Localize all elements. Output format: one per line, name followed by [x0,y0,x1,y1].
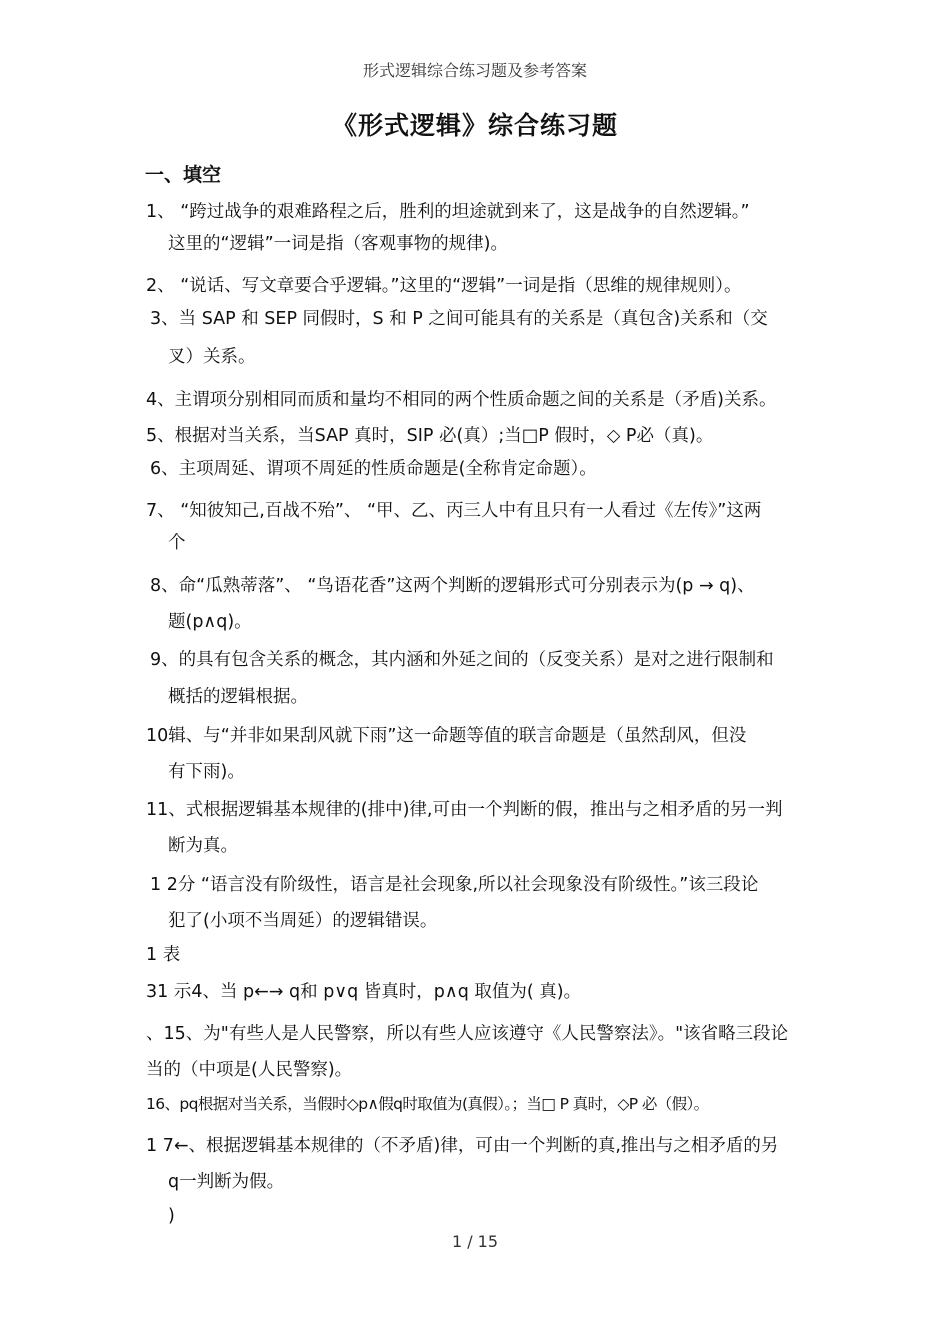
question-line: 31 示4、当 p←→ q和 p∨q 皆真时，p∧q 取值为( 真)。 [146,982,582,1002]
question-line: 1、 “跨过战争的艰难路程之后，胜利的坦途就到来了，这是战争的自然逻辑。” [146,202,750,222]
question-line: 5、根据对当关系，当SAP 真时，SIP 必(真）;当□P 假时，◇ P必（真)。 [146,426,714,446]
document-title: 《形式逻辑》综合练习题 [331,111,618,140]
question-line: 8、命“瓜熟蒂落”、 “鸟语花香”这两个判断的逻辑形式可分别表示为(p → q)、 [150,576,755,596]
section-heading: 一、填空 [145,164,222,186]
question-line: 4、主谓项分别相同而质和量均不相同的两个性质命题之间的关系是（矛盾)关系。 [146,390,777,410]
question-line: 个 [168,533,186,553]
question-line: 犯了(小项不当周延）的逻辑错误。 [168,911,438,931]
page-number: 1 / 15 [451,1232,499,1251]
question-line: 当的（中项是(人民警察)。 [146,1060,353,1080]
question-line: 1 7←、根据逻辑基本规律的（不矛盾)律，可由一个判断的真,推出与之相矛盾的另 [146,1136,779,1156]
question-line: 2、 “说话、写文章要合乎逻辑。”这里的“逻辑”一词是指（思维的规律规则）。 [146,276,742,296]
question-line: 这里的“逻辑”一词是指（客观事物的规律)。 [168,234,508,254]
question-line: 、15、为"有些人是人民警察，所以有些人应该遵守《人民警察法》。"该省略三段论 [146,1024,789,1044]
question-line: 7、 “知彼知己,百战不殆”、 “甲、乙、丙三人中有且只有一人看过《左传》”这两 [146,501,762,521]
running-header: 形式逻辑综合练习题及参考答案 [362,61,587,80]
question-line: 断为真。 [168,836,238,856]
question-line: 16、pq根据对当关系，当假时◇p∧假q时取值为(真假）。；当□ P 真时，◇P 必（假）。 [146,1095,709,1113]
question-line: 3、当 SAP 和 SEP 同假时，S 和 P 之间可能具有的关系是（真包含)关系和（交 [150,309,768,329]
question-line: q一判断为假。 [168,1172,285,1192]
question-line: 11、式根据逻辑基本规律的(排中)律,可由一个判断的假，推出与之相矛盾的另一判 [146,800,783,820]
question-line: 概括的逻辑根据。 [168,687,308,707]
question-line: 6、主项周延、谓项不周延的性质命题是(全称肯定命题）。 [150,459,597,479]
question-line: ) [168,1206,175,1226]
question-line: 9、的具有包含关系的概念，其内涵和外延之间的（反变关系）是对之进行限制和 [150,650,774,670]
question-line: 1 表 [146,945,181,965]
question-line: 题(p∧q)。 [168,612,252,632]
question-line: 1 2分 “语言没有阶级性，语言是社会现象,所以社会现象没有阶级性。”该三段论 [150,875,759,895]
question-line: 10辑、与“并非如果刮风就下雨”这一命题等值的联言命题是（虽然刮风，但没 [146,726,747,746]
question-line: 叉）关系。 [168,347,256,367]
question-line: 有下雨)。 [168,762,245,782]
